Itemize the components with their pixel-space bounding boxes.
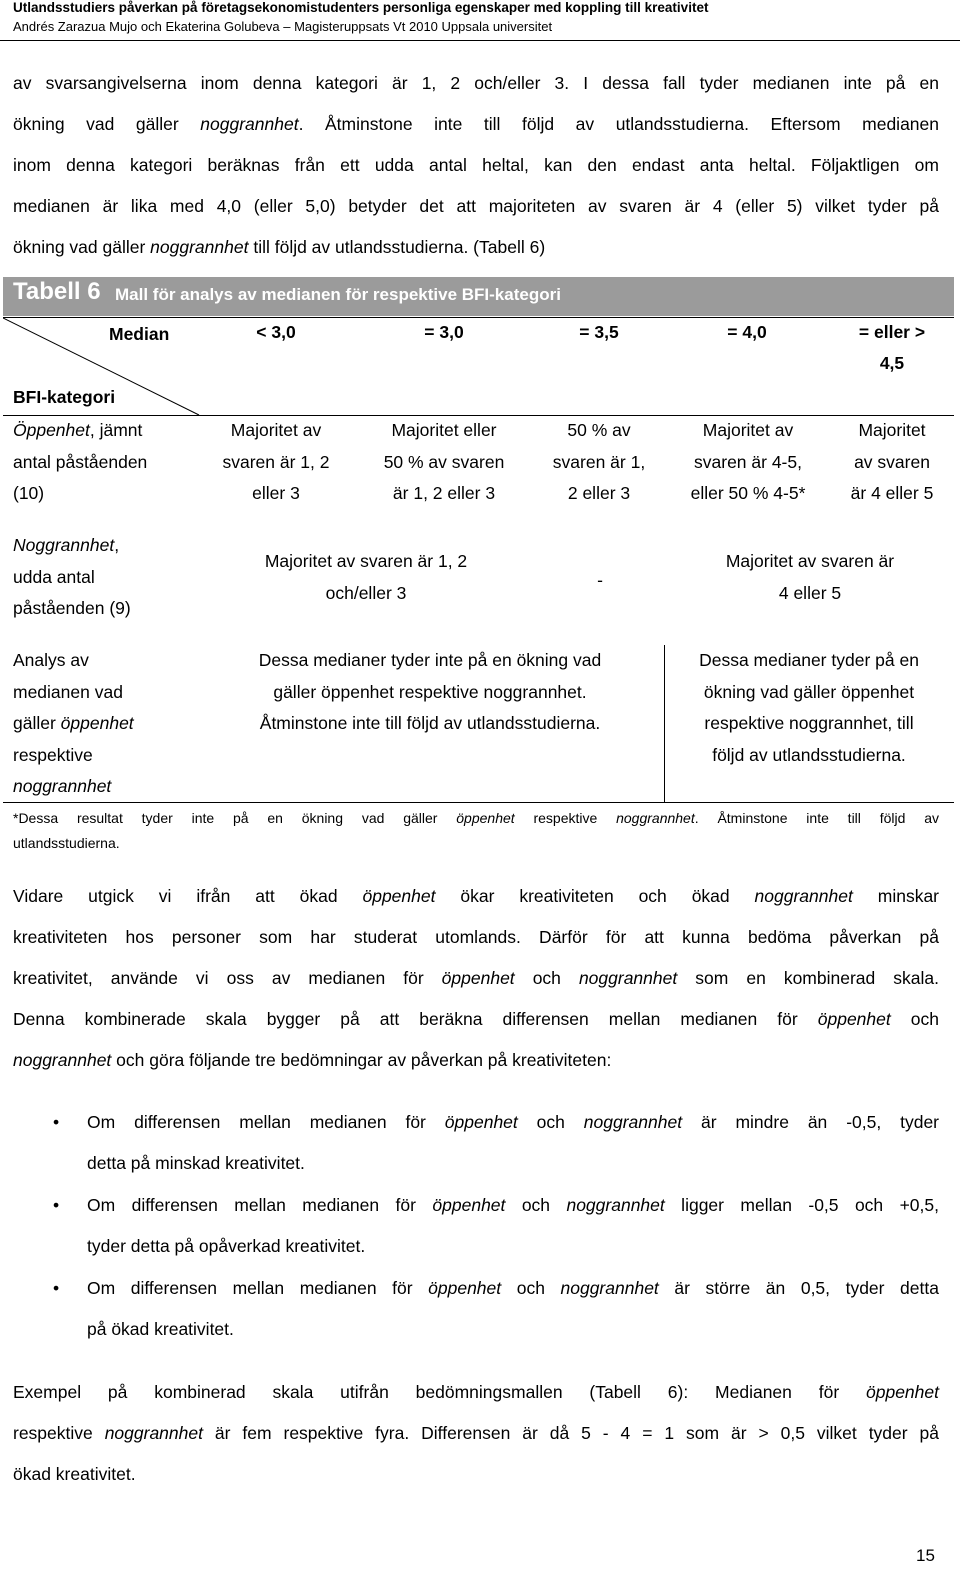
row1-cell-lt-3: [200, 415, 352, 510]
text-line: Vidare utgick vi ifrån att ökad öppenhet ökar kreativiteten och ökad noggrannhet minskar: [13, 886, 940, 906]
text-line: följd av utlandsstudierna.: [712, 744, 906, 765]
text-line: Denna kombinerade skala bygger på att beräkna differensen mellan medianen för öppenhet och: [13, 1009, 939, 1029]
text-line: medianen är lika med 4,0 (eller 5,0) betyder det att majoriteten av svaren är 4 (eller 5) vilket tyder på: [13, 196, 939, 216]
text-line: är 4 eller 5: [850, 483, 934, 503]
row1-cell-eq-3-5: [536, 415, 662, 510]
text-line: Öppenhet, jämnt: [13, 420, 143, 440]
text-line: inom denna kategori beräknas från ett udda antal heltal, kan den endast anta heltal. Följaktligen om: [13, 155, 939, 175]
text-line: svaren är 1,: [552, 451, 646, 472]
table-caption-text: Mall för analys av medianen för respektive BFI-kategori: [115, 285, 561, 304]
text-line: kreativiteten hos personer som har studerat utomlands. Därför för att kunna bedöma påverkan på: [13, 927, 939, 947]
text-line: noggrannhet och göra följande tre bedömningar av påverkan på kreativiteten:: [13, 1050, 612, 1070]
text-line: ökning vad gäller öppenhet: [703, 681, 915, 702]
table-caption: [3, 277, 954, 316]
text-line: gäller öppenhet respektive noggrannhet.: [273, 681, 587, 702]
text-line: Dessa medianer tyder inte på en ökning vad: [258, 650, 602, 670]
text-line: respektive noggrannhet, till: [704, 713, 914, 733]
col-header-gte-value: 4,5: [879, 353, 905, 373]
text-line: Majoritet: [858, 420, 926, 440]
col-header-lt-3: < 3,0: [256, 322, 296, 342]
text-line: Majoritet av svaren är: [725, 551, 895, 571]
text-line: Om differensen mellan medianen för öppenhet och noggrannhet ligger mellan -0,5 och +0,5,: [87, 1195, 939, 1215]
text-line: Om differensen mellan medianen för öppenhet och noggrannhet är mindre än -0,5, tyder: [87, 1112, 940, 1132]
text-line: svaren är 4-5,: [694, 451, 802, 472]
text-line: *Dessa resultat tyder inte på en ökning vad gäller öppenhet respektive noggrannhet. Åtminstone inte till följd av: [13, 810, 939, 826]
row-label-analys: [13, 645, 134, 803]
bullet-marker-1: •: [53, 1112, 60, 1132]
text-line: detta på minskad kreativitet.: [87, 1153, 305, 1173]
text-line: 50 % av: [567, 420, 631, 440]
col-header-eq-4: = 4,0: [727, 322, 767, 342]
text-line: ökning vad gäller noggrannhet. Åtminstone inte till följd av utlandsstudierna. Eftersom medianen: [13, 114, 939, 134]
text-line: av svaren: [854, 451, 930, 472]
corner-bfi-label: BFI-kategori: [13, 387, 116, 407]
text-line: tyder detta på opåverkad kreativitet.: [87, 1236, 366, 1256]
col-header-gte-label: = eller >: [858, 322, 926, 342]
text-line: kreativitet, använde vi oss av medianen för öppenhet och noggrannhet som en kombinerad skala.: [13, 968, 939, 988]
row2-cell-high: [680, 546, 940, 609]
row3-cell-increase: [670, 645, 948, 771]
running-header-authors: Andrés Zarazua Mujo och Ekaterina Golubeva – Magisteruppsats Vt 2010 Uppsala universitet: [13, 19, 553, 34]
text-line: (10): [13, 483, 45, 503]
text-line: av svarsangivelserna inom denna kategori är 1, 2 och/eller 3. I dessa fall tyder medianen inte på en: [13, 73, 939, 93]
text-line: utlandsstudierna.: [13, 835, 120, 851]
text-line: Majoritet av: [702, 420, 794, 440]
text-line: Om differensen mellan medianen för öppenhet och noggrannhet är större än 0,5, tyder detta: [87, 1278, 939, 1298]
running-header-title: Utlandsstudiers påverkan på företagsekonomistudenters personliga egenskaper med koppling till kreativitet: [13, 0, 709, 15]
row3-cell-no-increase: [214, 645, 646, 740]
bullet-item-3: [87, 1268, 939, 1350]
corner-median-label: Median: [109, 324, 170, 344]
row1-cell-eq-4: [670, 415, 826, 510]
text-line: respektive noggrannhet är fem respektive fyra. Differensen är då 5 - 4 = 1 som är > 0,5 vilket tyder på: [13, 1423, 939, 1443]
text-line: Majoritet eller: [391, 420, 497, 440]
text-line: eller 50 % 4-5*: [690, 483, 806, 503]
paragraph-example: [13, 1372, 939, 1495]
row1-cell-gte-4-5: [836, 415, 948, 510]
text-line: gäller öppenhet: [13, 713, 134, 733]
table-caption-number: Tabell 6: [13, 278, 101, 305]
text-line: 2 eller 3: [567, 483, 631, 503]
text-line: ökad kreativitet.: [13, 1464, 136, 1484]
text-line: 4 eller 5: [778, 582, 842, 603]
row2-cell-low: [216, 546, 516, 609]
text-line: och/eller 3: [325, 582, 407, 603]
text-line: udda antal: [13, 566, 95, 587]
col-header-eq-3: = 3,0: [424, 322, 464, 342]
text-line: ökning vad gäller noggrannhet till följd av utlandsstudierna. (Tabell 6): [13, 237, 546, 257]
text-line: Åtminstone inte till följd av utlandsstudierna.: [259, 713, 601, 733]
text-line: antal påståenden: [13, 451, 148, 472]
bullet-item-1: [87, 1102, 939, 1184]
text-line: på ökad kreativitet.: [87, 1319, 234, 1339]
text-line: medianen vad: [13, 681, 123, 702]
row-label-noggrannhet: [13, 530, 131, 625]
text-line: noggrannhet: [13, 776, 112, 796]
paragraph-intro: [13, 63, 939, 268]
table-analysis-divider: [664, 645, 665, 802]
row-label-oppenhet: [13, 415, 147, 510]
bullet-marker-3: •: [53, 1278, 60, 1298]
row2-cell-mid: -: [597, 570, 603, 590]
bullet-marker-2: •: [53, 1195, 60, 1215]
text-line: Exempel på kombinerad skala utifrån bedömningsmallen (Tabell 6): Medianen för öppenhet: [13, 1382, 939, 1402]
text-line: svaren är 1, 2: [222, 451, 330, 472]
text-line: Analys av: [13, 650, 89, 670]
table-bottom-rule: [3, 802, 954, 803]
header-divider: [0, 40, 960, 41]
page-number: 15: [916, 1546, 935, 1565]
text-line: är 1, 2 eller 3: [392, 483, 496, 503]
text-line: påståenden (9): [13, 598, 131, 618]
table-footnote: [13, 806, 939, 856]
text-line: Majoritet av svaren är 1, 2: [264, 551, 468, 571]
text-line: Majoritet av: [230, 420, 322, 440]
text-line: eller 3: [252, 483, 300, 503]
bullet-item-2: [87, 1185, 939, 1267]
text-line: Noggrannhet,: [13, 535, 120, 555]
text-line: Dessa medianer tyder på en: [699, 650, 919, 670]
text-line: 50 % av svaren: [383, 451, 505, 472]
row1-cell-eq-3: [362, 415, 526, 510]
paragraph-combined-scale: [13, 876, 939, 1081]
col-header-eq-3-5: = 3,5: [579, 322, 619, 342]
text-line: respektive: [13, 744, 93, 765]
